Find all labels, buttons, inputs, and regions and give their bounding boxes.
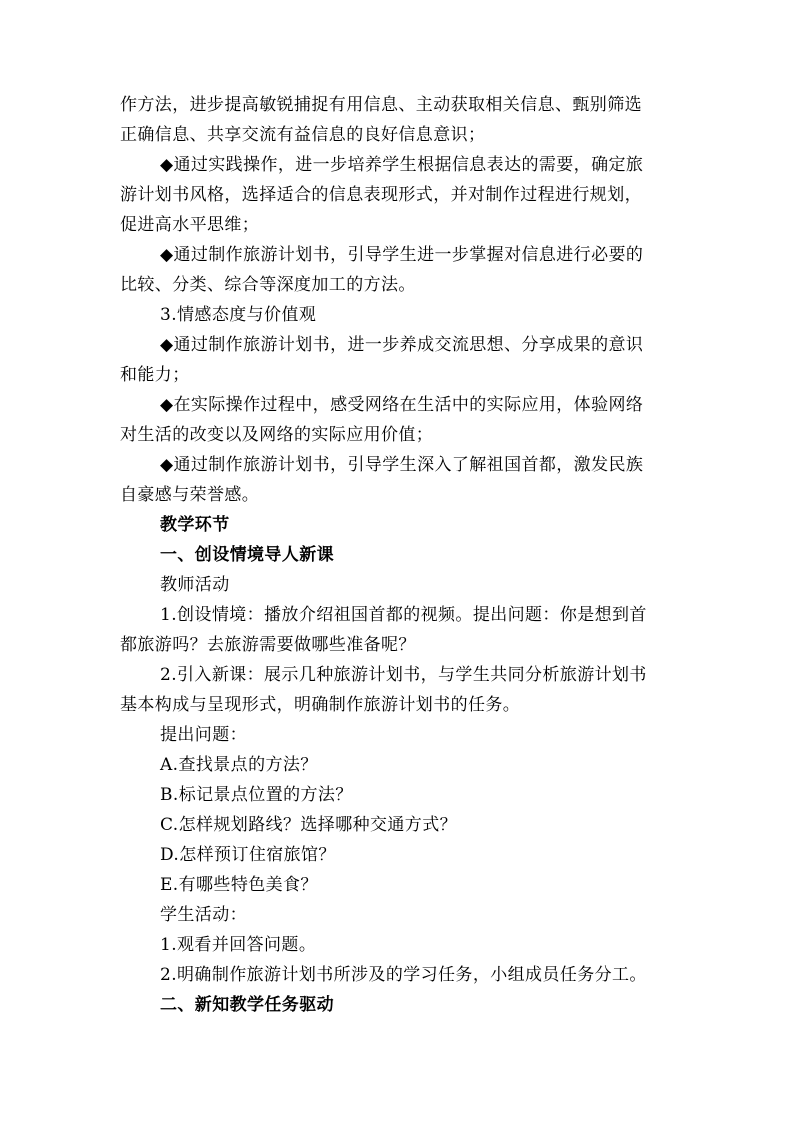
paragraph [120, 570, 684, 600]
text-line: 学生活动： [160, 905, 247, 925]
text-line: ◆通过制作旅游计划书，引导学生深入了解祖国首都，激发民族 [160, 455, 644, 475]
text-line: 提出问题： [160, 725, 247, 745]
paragraph [120, 660, 684, 720]
text-line: 游计划书风格，选择适合的信息表现形式，并对制作过程进行规划， [120, 185, 642, 205]
text-line: 作方法，进步提高敏锐捕捉有用信息、主动获取相关信息、甄别筛选 [120, 95, 642, 115]
paragraph [120, 450, 684, 510]
paragraph [120, 330, 684, 390]
text-line: B.标记景点位置的方法？ [160, 785, 353, 805]
paragraph [120, 720, 684, 750]
paragraph [120, 870, 684, 900]
text-line: E.有哪些特色美食？ [160, 875, 318, 895]
text-line: 自豪感与荣誉感。 [120, 485, 260, 505]
paragraph [120, 390, 684, 450]
text-line: 都旅游吗？去旅游需要做哪些准备呢？ [120, 635, 416, 655]
text-line: 比较、分类、综合等深度加工的方法。 [120, 275, 416, 295]
text-line: C.怎样规划路线？选择哪种交通方式？ [160, 815, 458, 835]
paragraph [120, 240, 684, 300]
text-line: 2.明确制作旅游计划书所涉及的学习任务，小组成员任务分工。 [160, 965, 647, 985]
text-line: 正确信息、共享交流有益信息的良好信息意识； [120, 125, 486, 145]
text-line: 1.观看并回答问题。 [160, 935, 317, 955]
text-line: A.查找景点的方法？ [160, 755, 318, 775]
text-line: 1.创设情境：播放介绍祖国首都的视频。提出问题：你是想到首 [160, 605, 647, 625]
paragraph [120, 930, 684, 960]
section-heading [120, 990, 684, 1020]
paragraph [120, 300, 684, 330]
paragraph [120, 960, 684, 990]
text-line: 一、创设情境导人新课 [160, 545, 334, 565]
paragraph [120, 90, 684, 150]
text-line: 3.情感态度与价值观 [160, 305, 317, 325]
paragraph [120, 900, 684, 930]
text-line: 和能力； [120, 365, 190, 385]
paragraph [120, 810, 684, 840]
text-line: 基本构成与呈现形式，明确制作旅游计划书的任务。 [120, 695, 521, 715]
text-line: 二、新知教学任务驱动 [160, 995, 334, 1015]
text-line: 教学环节 [160, 515, 230, 535]
text-line: 对生活的改变以及网络的实际应用价值； [120, 425, 434, 445]
paragraph [120, 150, 684, 240]
text-line: 促进高水平思维； [120, 215, 260, 235]
text-line: ◆通过制作旅游计划书，进一步养成交流思想、分享成果的意识 [160, 335, 644, 355]
section-heading [120, 540, 684, 570]
text-line: 2.引入新课：展示几种旅游计划书，与学生共同分析旅游计划书 [160, 665, 647, 685]
section-heading [120, 510, 684, 540]
paragraph [120, 840, 684, 870]
paragraph [120, 600, 684, 660]
text-line: ◆在实际操作过程中，感受网络在生活中的实际应用，体验网络 [160, 395, 644, 415]
paragraph [120, 780, 684, 810]
document-page [120, 90, 684, 1020]
text-line: ◆通过制作旅游计划书，引导学生进一步掌握对信息进行必要的 [160, 245, 644, 265]
text-line: ◆通过实践操作，进一步培养学生根据信息表达的需要，确定旅 [160, 155, 644, 175]
text-line: D.怎样预订住宿旅馆？ [160, 845, 336, 865]
paragraph [120, 750, 684, 780]
text-line: 教师活动 [160, 575, 230, 595]
